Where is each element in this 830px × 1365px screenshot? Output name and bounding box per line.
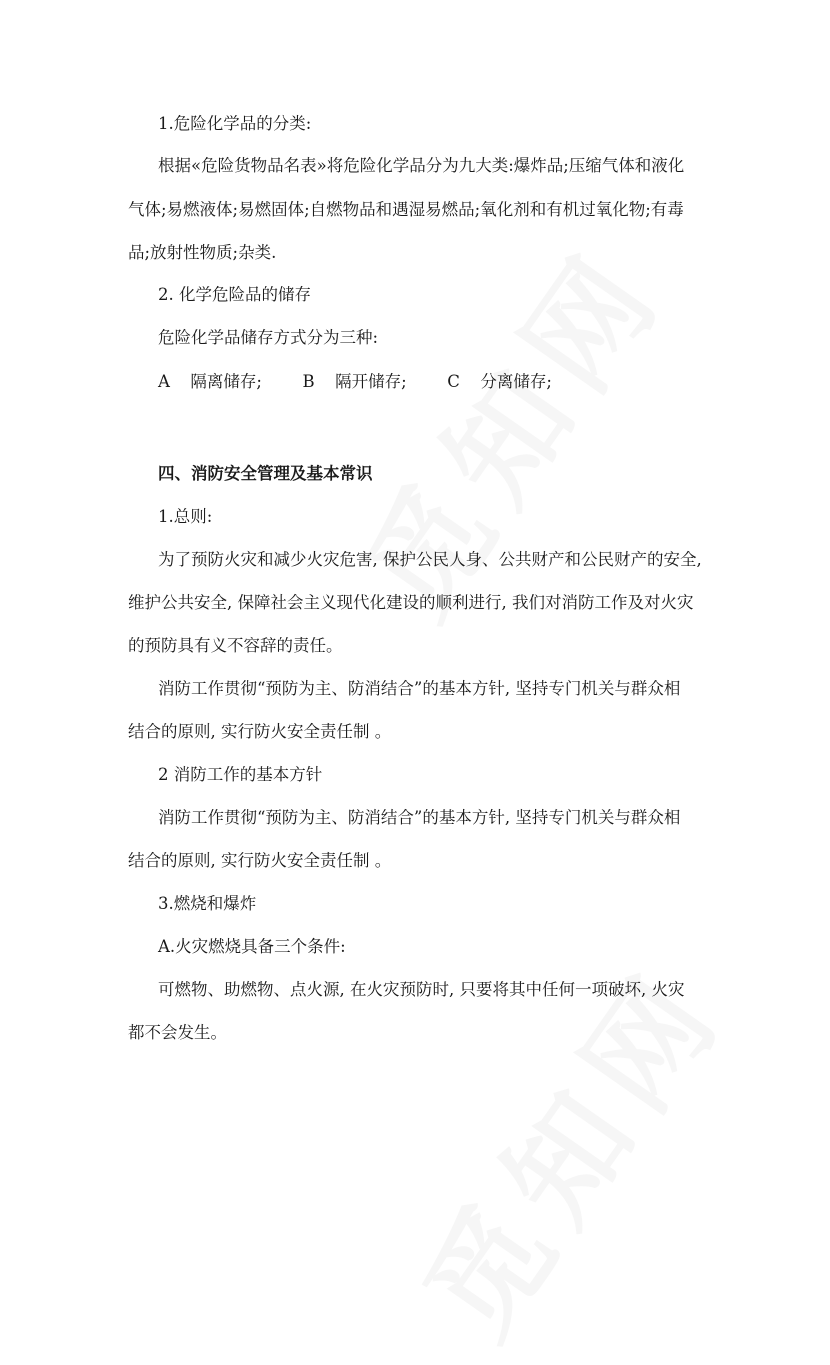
section-2-title: 2. 化学危险品的储存 xyxy=(158,285,311,304)
watermark xyxy=(318,207,696,645)
storage-options xyxy=(158,370,748,394)
conditions-line-2: 都不会发生。 xyxy=(128,1023,227,1042)
section-1-paragraph-line-1: 根据«危险货物品名表»将危险化学品分为九大类:爆炸品;压缩气体和液化 xyxy=(158,156,685,175)
option-c-letter: C xyxy=(447,372,460,391)
policy-line-2: 结合的原则, 实行防火安全责任制 。 xyxy=(128,722,392,741)
combustion-title: 3.燃烧和爆炸 xyxy=(158,894,257,913)
conditions-line-1: 可燃物、助燃物、点火源, 在火灾预防时, 只要将其中任何一项破坏, 火灾 xyxy=(158,980,685,999)
section-1-paragraph-line-2: 气体;易燃液体;易燃固体;自燃物品和遇湿易燃品;氧化剂和有机过氧化物;有毒 xyxy=(128,200,684,219)
option-b-letter: B xyxy=(302,372,315,391)
section-1-paragraph-line-3: 品;放射性物质;杂类. xyxy=(128,243,277,262)
conditions-title: A.火灾燃烧具备三个条件: xyxy=(158,937,346,956)
general-line-3: 的预防具有义不容辞的责任。 xyxy=(128,636,343,655)
general-line-1: 为了预防火灾和减少火灾危害, 保护公民人身、公共财产和公民财产的安全, xyxy=(158,550,702,569)
chapter-4-heading: 四、消防安全管理及基本常识 xyxy=(158,464,373,483)
section-1-title: 1.危险化学品的分类: xyxy=(158,114,312,133)
general-title: 1.总则: xyxy=(158,507,213,526)
basic-policy-line-1: 消防工作贯彻“预防为主、防消结合”的基本方针, 坚持专门机关与群众相 xyxy=(158,808,681,827)
option-a-text: 隔离储存; xyxy=(190,372,262,391)
section-2-intro: 危险化学品储存方式分为三种: xyxy=(158,328,379,347)
general-line-2: 维护公共安全, 保障社会主义现代化建设的顺利进行, 我们对消防工作及对火灾 xyxy=(128,593,694,612)
policy-line-1: 消防工作贯彻“预防为主、防消结合”的基本方针, 坚持专门机关与群众相 xyxy=(158,679,681,698)
option-a-letter: A xyxy=(158,372,170,391)
option-c-text: 分离储存; xyxy=(480,372,552,391)
option-b-text: 隔开储存; xyxy=(335,372,407,391)
basic-policy-line-2: 结合的原则, 实行防火安全责任制 。 xyxy=(128,851,392,870)
basic-policy-title: 2 消防工作的基本方针 xyxy=(158,765,323,784)
